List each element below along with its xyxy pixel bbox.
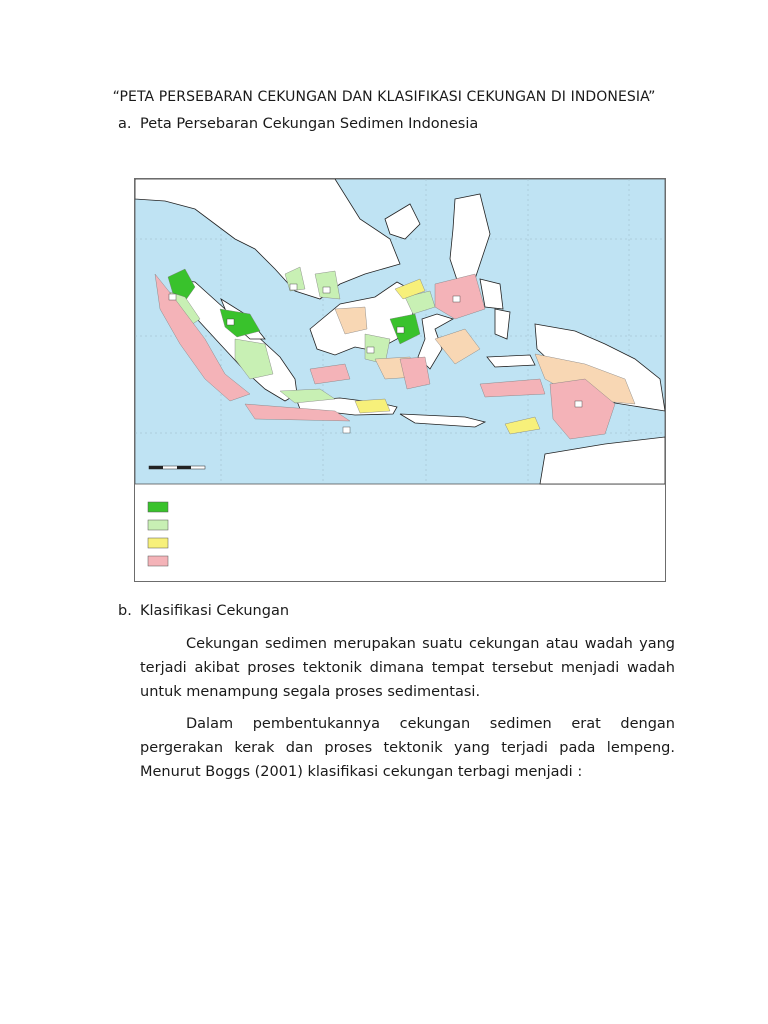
basin-number-chip [575,401,582,407]
halmahera-land [495,309,510,339]
basin-map-image [135,179,665,581]
section-b-title: Klasifikasi Cekungan [140,603,290,619]
legend-swatch [148,520,168,530]
paragraph-line: terjadi akibat proses tektonik dimana tempat tersebut menjadi wadah [140,660,675,676]
legend-swatch [148,502,168,512]
basin-number-chip [367,347,374,353]
basin-number-chip [323,287,330,293]
section-a-letter: a. [118,116,132,132]
basin-number-chip [169,294,176,300]
legend-swatch [148,556,168,566]
basin-legend [148,502,168,566]
legend-swatch [148,538,168,548]
section-a-title: Peta Persebaran Cekungan Sedimen Indonesia [140,116,479,132]
section-a-heading [118,116,478,132]
section-b-letter: b. [118,603,132,619]
paragraph-basin-definition [140,632,675,704]
document-title: “PETA PERSEBARAN CEKUNGAN DAN KLASIFIKASI CEKUNGAN DI INDONESIA” [112,89,656,105]
paragraph-basin-classification [140,712,675,784]
paragraph-line: Menurut Boggs (2001) klasifikasi cekungan terbagi menjadi : [140,764,583,780]
paragraph-line: pergerakan kerak dan proses tektonik yang terjadi pada lempeng. [140,740,675,756]
basin-number-chip [453,296,460,302]
basin-10-1000 [355,399,390,413]
basin-number-chip [227,319,234,325]
basin-map-figure [134,178,666,582]
seram-land [487,355,535,367]
scale-bar [149,466,205,469]
paragraph-line: untuk menampung segala proses sedimentasi. [140,684,481,700]
section-b-heading [118,603,289,619]
basin-number-chip [290,284,297,290]
basin-number-chip [343,427,350,433]
paragraph-line: Dalam pembentukannya cekungan sedimen erat dengan [186,716,675,732]
paragraph-line: Cekungan sedimen merupakan suatu cekungan atau wadah yang [186,636,675,652]
basin-number-chip [397,327,404,333]
